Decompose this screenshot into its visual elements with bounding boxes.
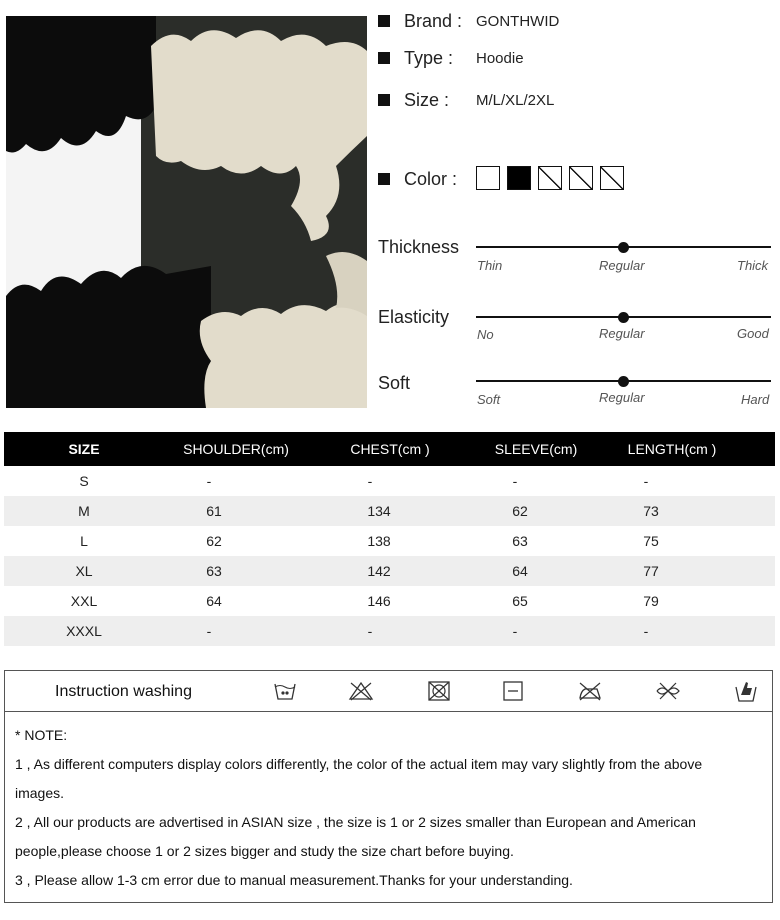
no-bleach-icon [348,679,374,703]
cell-length: 73 [643,503,659,519]
table-row [4,616,775,646]
scale-marker [618,376,629,387]
header-chest: CHEST(cm ) [350,441,430,457]
spec-type-value: Hoodie [476,49,524,67]
cell-shoulder: 62 [206,533,222,549]
cell-chest: 134 [367,503,391,519]
size-table [4,432,775,646]
cell-shoulder: 61 [206,503,222,519]
product-photo [6,16,367,408]
cell-chest: 138 [367,533,391,549]
washing-box [4,670,773,903]
spec-brand-value: GONTHWID [476,12,560,30]
cell-size: L [80,533,88,549]
scale-marker [618,312,629,323]
cell-chest: - [367,473,373,489]
cell-size: M [78,503,90,519]
scale-mid-label: Regular [599,390,645,405]
note-line-2-cont: people,please choose 1 or 2 sizes bigger and study the size chart before buying. [15,843,514,859]
spec-color-key: Color : [404,168,458,189]
cell-shoulder: - [206,623,212,639]
note-line-1: 1 , As different computers display colors differently, the color of the actual item may vary slightly from the above [15,756,703,772]
scale-title: Elasticity [378,307,450,327]
scale-right-label: Thick [737,258,769,273]
cell-size: XXXL [66,623,102,639]
color-swatch-white[interactable] [476,166,500,190]
spec-size-value: M/L/XL/2XL [476,91,555,109]
spec-color [378,168,457,190]
table-row [4,496,775,526]
cell-size: S [79,473,89,489]
washing-title: Instruction washing [55,683,192,700]
header-sleeve: SLEEVE(cm) [494,441,578,457]
dry-clean-icon [733,679,759,703]
no-wring-icon [655,679,681,703]
hand-wash-icon [272,679,298,703]
cell-shoulder: - [206,473,212,489]
cell-sleeve: 64 [512,563,528,579]
table-row [4,526,775,556]
scale-left-label: Thin [477,258,503,273]
color-swatch-unavailable[interactable] [569,166,593,190]
spec-size-key: Size : [404,89,450,110]
spec-size [378,89,555,111]
scale-left-label: Soft [477,392,501,407]
scale-mid-label: Regular [599,258,645,273]
scale-left-label: No [477,327,494,342]
table-row [4,586,775,616]
scale-title: Soft [378,373,411,393]
cell-sleeve: 62 [512,503,528,519]
bullet-icon [378,173,390,185]
line-dry-icon [500,679,526,703]
spec-type [378,47,524,69]
scale-marker [618,242,629,253]
washing-header [5,671,772,712]
cell-shoulder: 64 [206,593,222,609]
color-swatches [476,166,631,190]
cell-length: - [643,623,649,639]
table-row [4,556,775,586]
cell-length: 79 [643,593,659,609]
cell-shoulder: 63 [206,563,222,579]
cell-chest: - [367,623,373,639]
spec-brand-key: Brand : [404,10,463,31]
scale-right-label: Good [737,326,769,341]
table-header [4,432,775,466]
header-length: LENGTH(cm ) [627,441,717,457]
color-swatch-unavailable[interactable] [538,166,562,190]
scale-title: Thickness [378,237,460,257]
scale-right-label: Hard [741,392,770,407]
bullet-icon [378,94,390,106]
cell-length: 75 [643,533,659,549]
spec-brand [378,10,560,32]
cell-size: XL [75,563,93,579]
cell-length: - [643,473,649,489]
cell-sleeve: - [512,473,518,489]
color-swatch-unavailable[interactable] [600,166,624,190]
spec-type-key: Type : [404,47,454,68]
bullet-icon [378,15,390,27]
bullet-icon [378,52,390,64]
table-row [4,466,775,496]
cell-chest: 142 [367,563,391,579]
header-shoulder: SHOULDER(cm) [183,441,289,457]
note-line-1-cont: images. [15,785,65,801]
cell-chest: 146 [367,593,391,609]
cell-size: XXL [70,593,98,609]
cell-sleeve: 63 [512,533,528,549]
cell-length: 77 [643,563,659,579]
header-size: SIZE [68,441,100,457]
note-line-3: 3 , Please allow 1-3 cm error due to manual measurement.Thanks for your understanding. [15,872,573,888]
no-tumble-dry-icon [426,679,452,703]
no-ironing-icon [577,679,603,703]
color-swatch-black[interactable] [507,166,531,190]
note-line-2: 2 , All our products are advertised in ASIAN size , the size is 1 or 2 sizes smaller than European and American [15,814,696,830]
cell-sleeve: 65 [512,593,528,609]
cell-sleeve: - [512,623,518,639]
scale-mid-label: Regular [599,326,645,341]
note-title: * NOTE: [15,727,68,743]
